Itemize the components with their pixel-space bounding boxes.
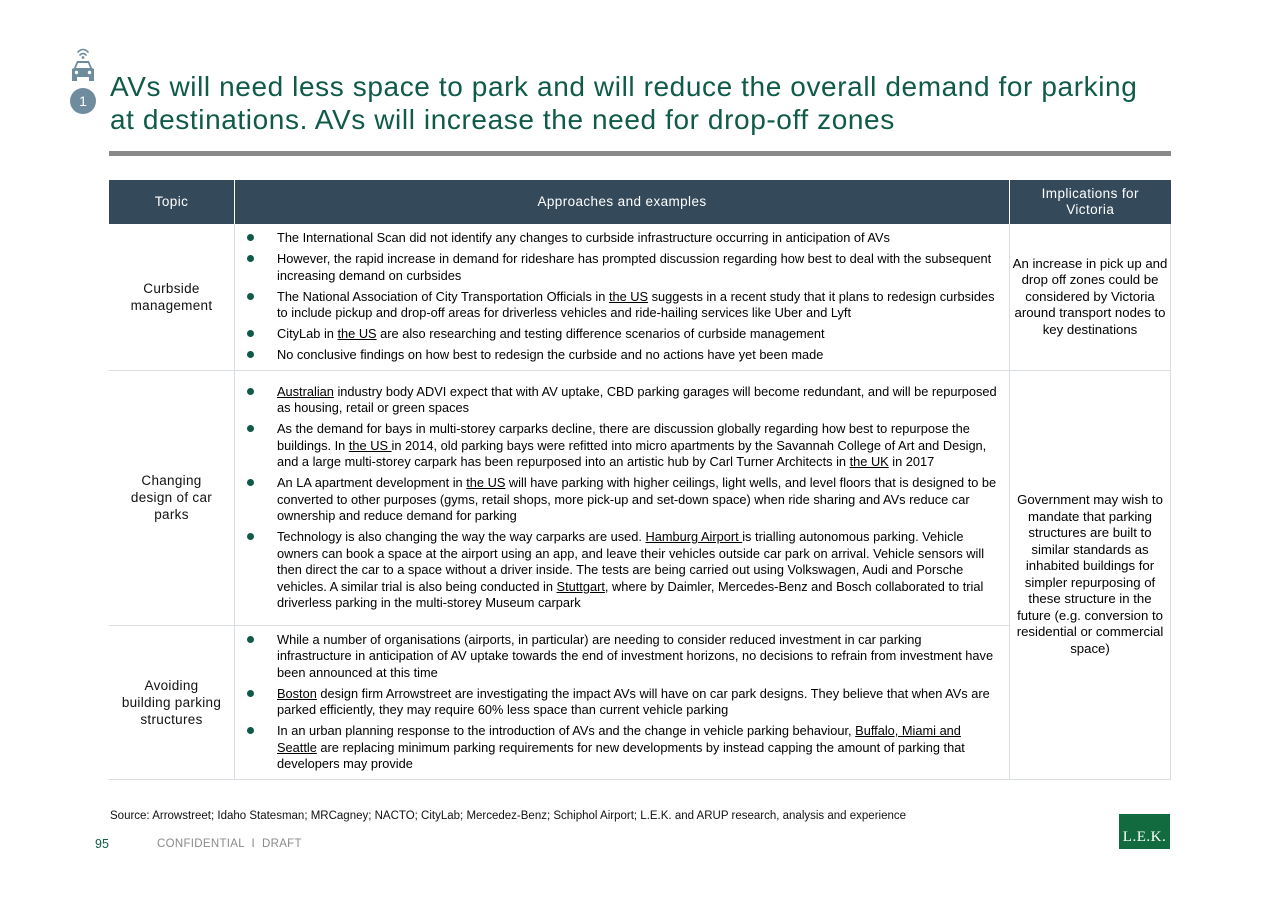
table-header-row [109,180,1171,224]
bullet-item [235,326,999,343]
inline-link[interactable]: the UK [849,454,889,469]
approaches-cell [235,370,1010,625]
bullet-item [235,251,999,284]
inline-link[interactable]: Hamburg Airport [645,529,743,544]
inline-link[interactable]: the US [348,437,392,453]
page-number: 95 [95,837,109,851]
implication-cell [1010,370,1171,779]
table-row-car-park-design [109,370,1171,625]
bullet-text: industry body ADVI expect that with AV uptake, CBD parking garages will become redundant, and will be repurposed as housing, retail or green spaces [277,383,997,415]
table-row-curbside [109,224,1171,370]
bullet-text: As the demand for bays in multi-storey carparks decline, there are discussion globally regarding how best to repurpose the buildings. In [277,421,970,453]
topic-cell [109,370,235,625]
bullet-text: , where by Daimler, Mercedes-Benz and Bosch collaborated to trial driverless parking in the multi-storey Museum carpark [277,578,984,610]
page-title: AVs will need less space to park and will reduce the overall demand for parking at destinations. AVs will increase the need for drop-off zones [110,71,1138,135]
bullet-text: Technology is also changing the way the way carparks are used. [277,529,646,544]
approaches-cell [235,224,1010,370]
bullet-item [235,723,999,773]
bullet-text: is trialling autonomous parking. Vehicle owners can book a space at the airport using an app, and leave their vehicles outside car park on arrival. Vehicle sensors will then direct the car to a space without a driver inside. The tests are being carried out using Volkswagen, Audi and Porsche vehicles. A similar trial is also being conducted in [277,529,985,594]
column-header-topic: Topic [109,180,235,224]
bullet-item [235,347,999,364]
column-header-approaches: Approaches and examples [235,180,1010,224]
bullet-text: The National Association of City Transportation Officials in [277,288,609,304]
bullet-item [235,632,999,682]
bullet-text: in 2017 [888,454,935,469]
bullet-text: No conclusive findings on how best to redesign the curbside and no actions have yet been made [277,347,824,362]
lek-logo: L.E.K. [1119,814,1170,849]
inline-link[interactable]: Australian [277,383,334,399]
connected-car-icon [68,46,98,82]
approaches-table [109,180,1171,780]
bullet-list [235,378,1009,618]
confidential-label: CONFIDENTIAL I DRAFT [157,838,302,850]
bullet-text: However, the rapid increase in demand for rideshare has prompted discussion regarding how best to deal with the subsequent increasing demand on curbsides [277,251,992,283]
topic-label: Avoiding building parking structures [121,677,222,727]
topic-label: Curbside management [130,280,213,313]
inline-link[interactable]: the US [608,288,649,304]
bullet-item [235,475,999,525]
inline-link[interactable]: the US [337,326,377,341]
column-header-implications: Implications for Victoria [1010,180,1171,224]
inline-link[interactable]: Buffalo, Miami and Seattle [277,723,961,755]
inline-link[interactable]: Boston [277,685,317,701]
topic-label: Changing design of car parks [130,473,213,522]
bullet-text: The International Scan did not identify any changes to curbside infrastructure occurring in anticipation of AVs [277,230,890,245]
bullet-list [235,224,1009,370]
implication-cell [1010,224,1171,370]
bullet-text: An LA apartment development in [277,475,467,490]
inline-link[interactable]: Stuttgart [556,578,605,594]
bullet-text: will have parking with higher ceilings, light wells, and level floors that is designed to be converted to other purposes (gyms, retail shops, more pick-up and set-down space) when ride sharing and AVs reduce car ownership and reduce demand for parking [277,475,997,523]
bullet-item [235,230,999,247]
bullet-item [235,421,999,471]
bullet-text: design firm Arrowstreet are investigating the impact AVs will have on car park designs. They believe that when AVs are parked efficiently, they may require 60% less space than current vehicle parking [277,685,990,717]
bullet-text: in 2014, old parking bays were refitted into micro apartments by the Savannah College of Art and Design, and a large multi-storey carpark has been repurposed into an artistic hub by Carl Turner Architects in [277,437,987,469]
topic-cell [109,625,235,779]
inline-link[interactable]: the US [466,475,506,490]
bullet-item [235,529,999,612]
section-number-badge: 1 [70,88,96,114]
bullet-item [235,384,999,417]
approaches-cell [235,625,1010,779]
title-divider [109,151,1171,156]
bullet-text: While a number of organisations (airports, in particular) are needing to consider reduced investment in car parking infrastructure in anticipation of AV uptake towards the end of investment horizons, no decisions to refrain from investment have been announced at this time [277,631,994,680]
bullet-item [235,289,999,322]
bullet-text: In an urban planning response to the introduction of AVs and the change in vehicle parking behaviour, [277,723,856,738]
bullet-text: are replacing minimum parking requirements for new developments by instead capping the amount of parking that developers may provide [277,739,965,771]
bullet-list [235,626,1009,779]
bullet-text: suggests in a recent study that it plans to redesign curbsides to include pickup and drop-off areas for driverless vehicles and ride-hailing services like Uber and Lyft [277,288,995,320]
bullet-item [235,686,999,719]
source-note: Source: Arrowstreet; Idaho Statesman; MRCagney; NACTO; CityLab; Mercedez-Benz; Schiphol Airport; L.E.K. and ARUP research, analysis and experience [110,810,907,822]
implication-text: An increase in pick up and drop off zones could be considered by Victoria around transport nodes to key destinations [1012,255,1168,337]
topic-cell [109,224,235,370]
bullet-text: CityLab in [277,326,338,341]
implication-text: Government may wish to mandate that parking structures are built to similar standards as inhabited buildings for simpler repurposing of these structure in the future (e.g. conversion to residential or commercial space) [1016,492,1164,656]
bullet-text: are also researching and testing difference scenarios of curbside management [376,326,825,341]
